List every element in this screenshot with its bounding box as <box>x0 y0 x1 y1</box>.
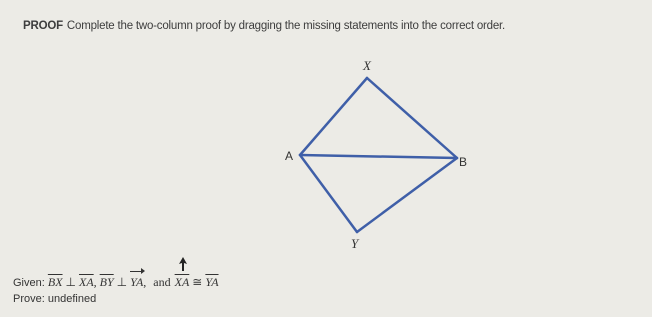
given-seg-ya: YA <box>205 275 219 289</box>
given-ray-ya: YA <box>130 275 144 289</box>
given-seg-xa: XA <box>78 275 94 289</box>
point-label-y: Y <box>351 236 359 251</box>
given-statement <box>13 275 219 290</box>
segment-ax <box>300 78 367 155</box>
segment-ab <box>300 155 457 158</box>
pointer-cursor-icon <box>178 257 188 271</box>
proof-label: PROOF <box>23 20 63 32</box>
congruent-symbol: ≅ <box>192 275 203 289</box>
given-seg-by: BY <box>99 275 114 289</box>
given-conjunction: and <box>153 275 171 289</box>
perp-symbol: ⊥ <box>116 275 128 289</box>
point-label-x: X <box>363 58 371 73</box>
comma: , <box>93 275 97 289</box>
instructions-body: Complete the two-column proof by dragging the missing statements into the correct order. <box>66 20 506 32</box>
prove-statement <box>13 293 96 305</box>
segment-ay <box>300 155 357 232</box>
prove-value: undefined <box>47 293 97 305</box>
point-label-a: A <box>285 149 294 163</box>
segment-yb <box>357 158 457 232</box>
point-label-b: B <box>459 155 468 169</box>
given-seg-xa-2: XA <box>174 275 190 289</box>
segment-xb <box>367 78 457 158</box>
given-seg-bx: BX <box>47 275 63 289</box>
comma: , <box>143 275 147 289</box>
given-math <box>48 275 219 289</box>
prove-label: Prove: <box>13 293 45 305</box>
perp-symbol: ⊥ <box>65 275 76 289</box>
given-label: Given: <box>13 277 45 289</box>
